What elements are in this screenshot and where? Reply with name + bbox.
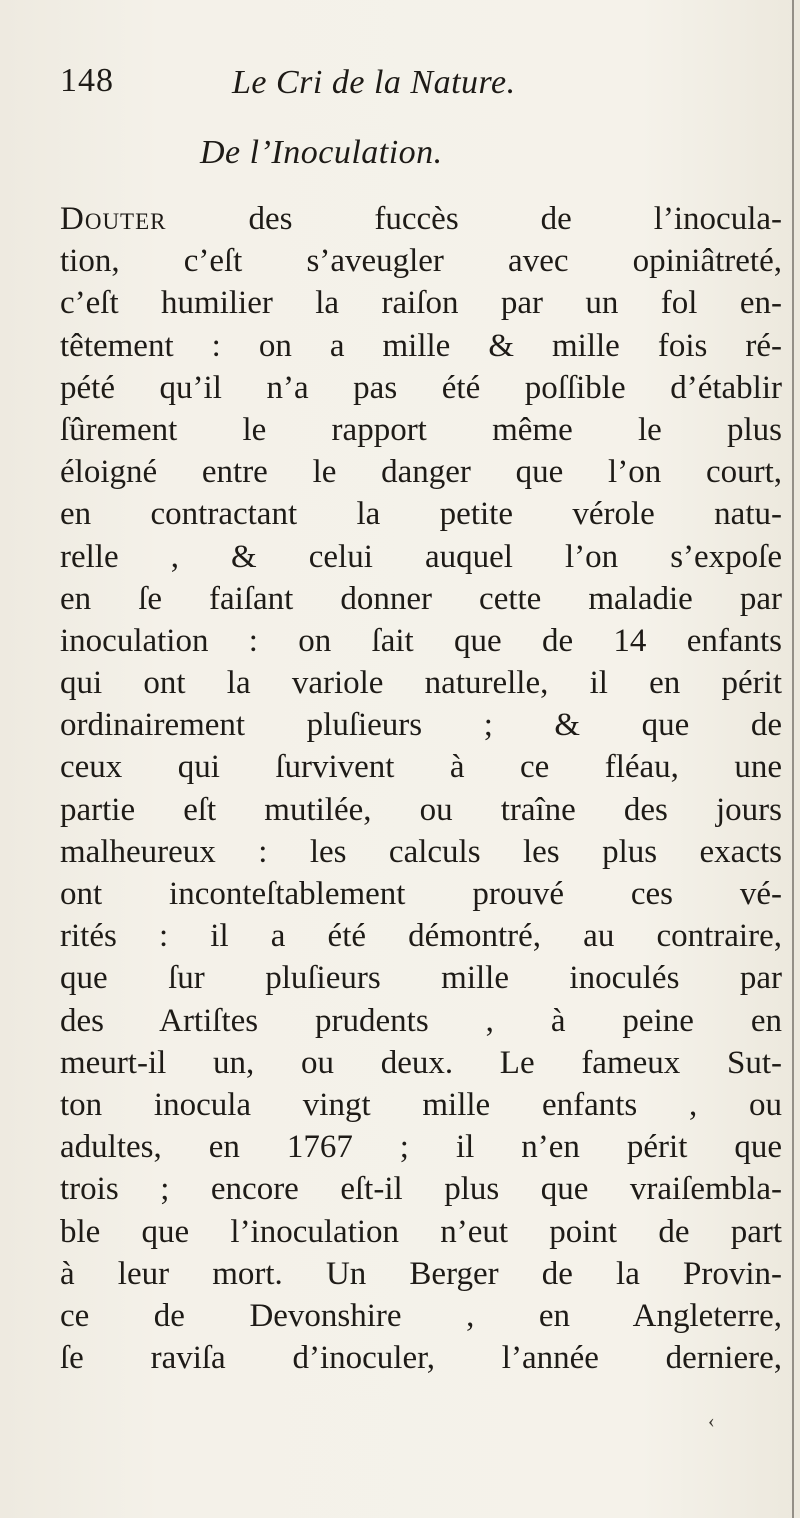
section-title: De l’Inoculation. [200, 134, 443, 171]
text-line: ont inconteſtablement prouvé ces vé- [60, 876, 782, 912]
text-line: éloigné entre le danger que l’on court, [60, 454, 782, 491]
text-line: ſûrement le rapport même le plus [60, 411, 782, 448]
text-line: que ſur pluſieurs mille inoculés par [60, 960, 782, 997]
text-line: c’eſt humilier la raiſon par un fol en- [60, 285, 782, 322]
text-line: relle , & celui auquel l’on s’expoſe [60, 538, 782, 575]
body-text [60, 198, 782, 1379]
text-line: rités : il a été démontré, au contraire, [60, 918, 782, 955]
text-line: Douter des fuccès de l’inocula- [60, 201, 782, 237]
text-line: adultes, en 1767 ; il n’en périt que [60, 1129, 782, 1166]
text-line: ble que l’inoculation n’eut point de part [60, 1213, 782, 1250]
page-header [60, 62, 760, 112]
text-line: à leur mort. Un Berger de la Provin- [60, 1255, 782, 1292]
text-line: malheureux : les calculs les plus exacts [60, 833, 782, 870]
text-line: pété qu’il n’a pas été poſſible d’établir [60, 369, 782, 406]
text-line: têtement : on a mille & mille fois ré- [60, 327, 782, 364]
text-line: des Artiſtes prudents , à peine en [60, 1002, 782, 1039]
running-head: Le Cri de la Nature. [232, 64, 516, 101]
first-word: Douter [60, 201, 167, 237]
text-line: partie eſt mutilée, ou traîne des jours [60, 791, 782, 828]
text-line: ſe raviſa d’inoculer, l’année derniere, [60, 1340, 782, 1377]
page-edge-shadow [792, 0, 794, 1518]
text-line: en contractant la petite vérole natu- [60, 496, 782, 533]
page-number: 148 [60, 62, 114, 99]
text-line: trois ; encore eſt-il plus que vraiſembla- [60, 1171, 782, 1208]
text-line: meurt-il un, ou deux. Le fameux Sut- [60, 1044, 782, 1081]
text-line: en ſe faiſant donner cette maladie par [60, 580, 782, 617]
text-line: ordinairement pluſieurs ; & que de [60, 707, 782, 744]
text-line: ceux qui ſurvivent à ce fléau, une [60, 749, 782, 786]
catchword: ‹ [708, 1410, 715, 1432]
text-line: ce de Devonshire , en Angleterre, [60, 1297, 782, 1334]
text-line: ton inocula vingt mille enfants , ou [60, 1086, 782, 1123]
text-line: tion, c’eſt s’aveugler avec opiniâtreté, [60, 243, 782, 280]
text-line: qui ont la variole naturelle, il en périt [60, 665, 782, 702]
text-line: inoculation : on ſait que de 14 enfants [60, 622, 782, 659]
